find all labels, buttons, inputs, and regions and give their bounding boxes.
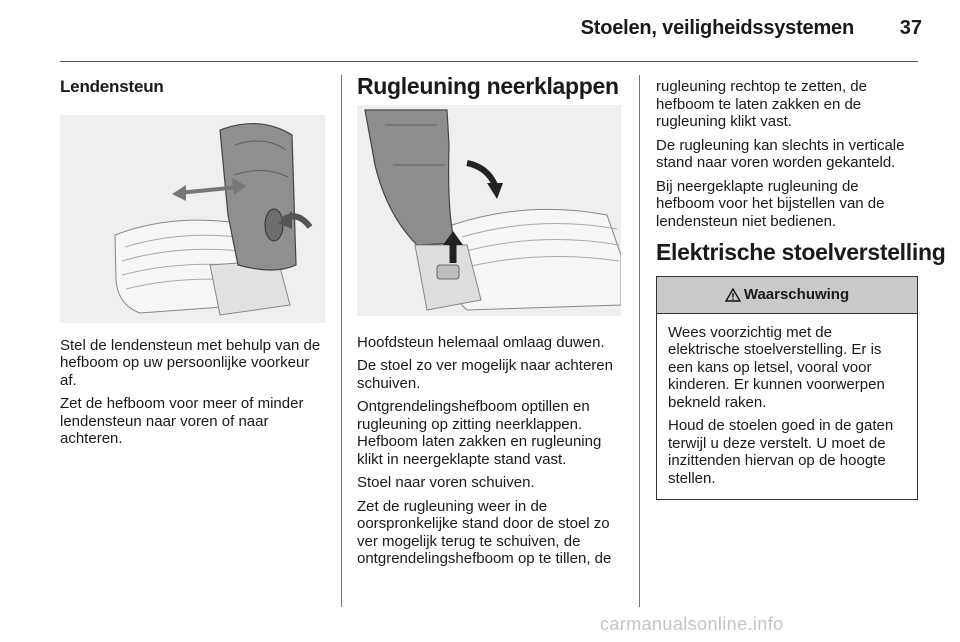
- header-rule: [60, 61, 918, 62]
- continued-paragraph-3: Bij neergeklapte rugleuning de hefboom voor het bijstellen van de lendensteun niet bedienen.: [656, 177, 885, 230]
- fold-paragraph-4: Stoel naar voren schuiven.: [357, 474, 535, 491]
- lumbar-paragraph-2: Zet de hefboom voor meer of minder lendensteun naar voren of naar achteren.: [60, 395, 304, 447]
- column-electric-seat: [656, 78, 946, 500]
- column-divider: [639, 75, 640, 607]
- lumbar-support-illustration: [60, 115, 325, 323]
- continued-paragraph-1: rugleuning rechtop te zetten, de hefboom te laten zakken en de rugleuning klikt vast.: [656, 78, 867, 130]
- fold-paragraph-5: Zet de rugleuning weer in de oorspronkelijke stand door de stoel zo ver mogelijk terug te schuiven, de ontgrendelingshefboom op te tillen, de: [357, 497, 612, 567]
- fold-paragraph-3: Ontgrendelingshefboom optillen en rugleuning op zitting neerklappen. Hefboom laten zakken en rugleuning klikt in neergeklapte stand vast.: [357, 398, 602, 468]
- column-divider: [341, 75, 342, 607]
- section-heading-lumbar: Lendensteun: [60, 77, 164, 96]
- fold-paragraph-1: Hoofdsteun helemaal omlaag duwen.: [357, 333, 605, 351]
- column-fold-backrest: [357, 73, 624, 574]
- continued-paragraph-2: De rugleuning kan slechts in verticale stand naar voren worden gekanteld.: [656, 136, 905, 171]
- warning-box: [656, 276, 918, 501]
- lumbar-paragraph-1: Stel de lendensteun met behulp van de hefboom op uw persoonlijke voorkeur af.: [60, 336, 321, 389]
- section-heading-fold-backrest: Rugleuning neerklappen: [357, 73, 619, 99]
- warning-body: [657, 314, 917, 500]
- page-number: 37: [899, 17, 922, 39]
- page-header-title: Stoelen, veiligheidssystemen: [580, 17, 854, 39]
- warning-paragraph-1: Wees voorzichtig met de elektrische stoelverstelling. Er is een kans op letsel, vooral voor kinderen. Er kunnen voorwerpen bekneld raken.: [668, 323, 885, 411]
- watermark: carmanualsonline.info: [600, 614, 784, 634]
- section-heading-electric-seat: Elektrische stoelverstelling: [656, 239, 946, 265]
- warning-title: Waarschuwing: [743, 285, 850, 303]
- warning-triangle-icon: [725, 288, 741, 302]
- warning-header: [657, 277, 917, 314]
- fold-backrest-illustration: [357, 105, 621, 316]
- column-lumbar-support: [60, 78, 325, 454]
- fold-paragraph-2: De stoel zo ver mogelijk naar achteren schuiven.: [357, 357, 613, 392]
- warning-paragraph-2: Houd de stoelen goed in de gaten terwijl u deze verstelt. U moet de inzittenden hiervan op de hoogte stellen.: [668, 417, 894, 487]
